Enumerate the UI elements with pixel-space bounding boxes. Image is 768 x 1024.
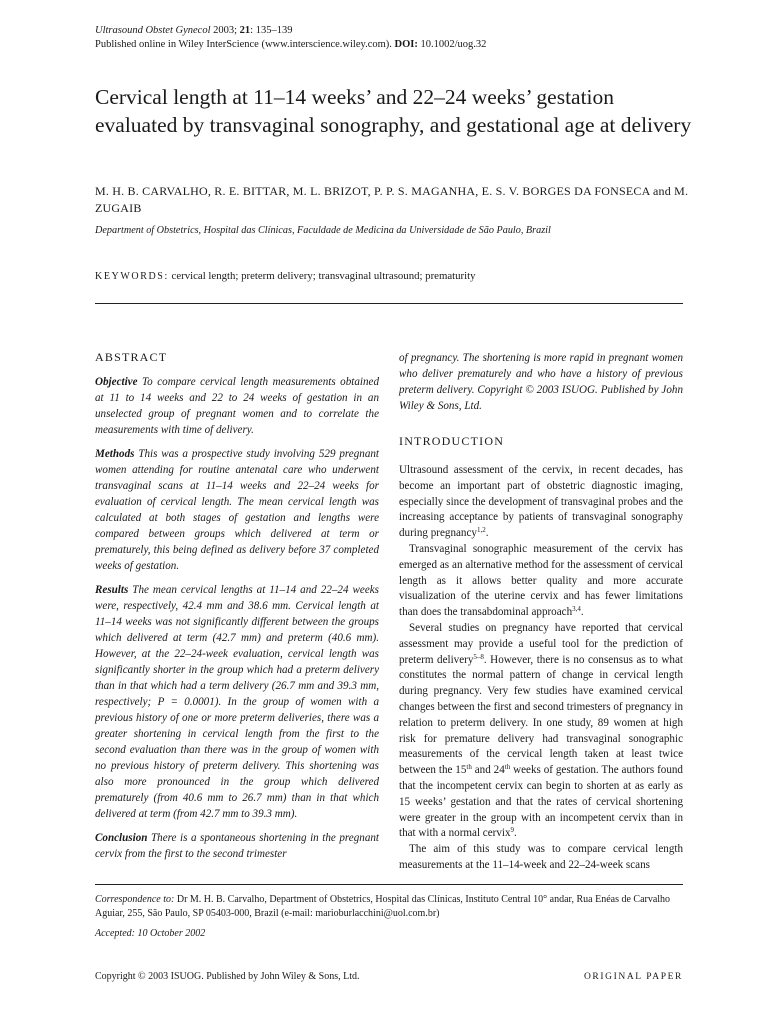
paper-type-label: ORIGINAL PAPER xyxy=(583,972,683,982)
citation-ref: 3,4 xyxy=(572,605,581,614)
intro-paragraph-3 xyxy=(399,621,683,842)
footer-divider xyxy=(95,884,683,885)
abstract-conclusion xyxy=(95,830,379,862)
citation-line xyxy=(95,24,486,38)
introduction-heading: INTRODUCTION xyxy=(399,434,505,448)
intro-p3-text-a: Several studies on pregnancy have reported that cervical assessment may provide a useful tool for the prediction of preterm delivery xyxy=(399,621,683,666)
correspondence xyxy=(95,893,683,921)
intro-p1-end: . xyxy=(485,527,489,540)
citation-ref: 1,2 xyxy=(476,526,486,535)
abstract-objective xyxy=(95,374,379,438)
citation-pages: : 135–139 xyxy=(250,25,293,36)
journal-name: Ultrasound Obstet Gynecol xyxy=(95,25,211,36)
results-text: The mean cervical lengths at 11–14 and 22–24 weeks were, respectively, 42.4 mm and 38.6 mm. Cervical length at 11–14 weeks was not significantly different between the groups which delivered at term (42.7 mm) and preterm (40.6 mm). However, at the 22–24-week evaluation, cervical length was significantly shorter in the group which had a preterm delivery than in that which had a term delivery (26.7 mm and 39.3 mm, respectively; P = 0.0001). In the group of women with a previous history of one or more preterm deliveries, there was a greater shortening in cervical length from the first to the second evaluation than there was in the group of women with no previous history of preterm delivery. This shortening was also more pronounced in the group which delivered prematurely (from 40.6 mm to 26.7 mm) than in that which delivered at term (from 42.7 mm to 39.3 mm). xyxy=(95,584,379,820)
intro-p3-end: . xyxy=(514,827,517,840)
intro-p3-text-c: and 24 xyxy=(471,764,505,777)
abstract-methods xyxy=(95,446,379,574)
doi-label: DOI: xyxy=(394,39,418,50)
ordinal-suffix: th xyxy=(504,763,511,772)
published-online-text: Published online in Wiley InterScience (www.interscience.wiley.com). xyxy=(95,39,392,50)
citation-year: 2003; xyxy=(213,25,238,36)
intro-paragraph-4: The aim of this study was to compare cervical length measurements at the 11–14-week and 22–24-week scans xyxy=(399,843,683,871)
objective-label: Objective xyxy=(95,376,138,388)
intro-p3-text-b: . However, there is no consensus as to what constitutes the normal pattern of change in cervical length during pregnancy. Very few studies have examined cervical changes between the first and second trimesters of pregnancy in relation to preterm delivery. In one study, 89 women at high risk for premature delivery had transvaginal sonographic measurements of the cervical length taken at least twice between the 15 xyxy=(399,653,683,777)
keywords-text: cervical length; preterm delivery; transvaginal ultrasound; prematurity xyxy=(171,270,476,282)
methods-text: This was a prospective study involving 529 pregnant women attending for routine antenatal care who underwent transvaginal scans at 11–14 weeks and 22–24 weeks for evaluation of cervical length. The mean cervical length was calculated at both stages of gestation and lengths were compared between groups which delivered at term or prematurely, this being defined as delivery before 37 completed weeks of gestation. xyxy=(95,448,379,572)
correspondence-text: Dr M. H. B. Carvalho, Department of Obstetrics, Hospital das Clínicas, Instituto Central 10° andar, Rua Enéas de Carvalho Aguiar, 255, São Paulo, SP 05403-000, Brazil (e-mail: marioburlacchini@uol.com.br) xyxy=(95,894,671,919)
copyright-notice: Copyright © 2003 ISUOG. Published by John Wiley & Sons, Ltd. xyxy=(95,971,360,982)
keywords-label: KEYWORDS: xyxy=(95,271,169,282)
intro-p3-text-d: weeks of gestation. The authors found that the incompetent cervix can begin to shorten at as early as 15 weeks’ gestation and that the rates of cervical shortening were greater in the group with an incompetent cervix than in that with a normal cervix xyxy=(399,764,683,840)
conclusion-text-start: There is a spontaneous shortening in the pregnant cervix from the first to the second trimester xyxy=(95,832,379,860)
citation-volume: 21 xyxy=(239,25,251,36)
citation-ref: 5–8 xyxy=(473,652,484,661)
article-title: Cervical length at 11–14 weeks’ and 22–24 weeks’ gestation evaluated by transvaginal sonography, and gestational age at delivery xyxy=(95,85,692,137)
right-column xyxy=(399,350,683,874)
header-divider xyxy=(95,303,683,304)
doi-link[interactable]: 10.1002/uog.32 xyxy=(420,39,487,50)
correspondence-label: Correspondence to: xyxy=(95,894,175,905)
abstract-heading: ABSTRACT xyxy=(95,350,168,364)
ordinal-suffix: th xyxy=(466,763,472,772)
left-column xyxy=(95,350,379,870)
journal-header xyxy=(95,24,486,52)
intro-paragraph-1 xyxy=(399,463,683,542)
intro-p2-text: Transvaginal sonographic measurement of the cervix has emerged as an alternative method for the assessment of cervical length as it allows better quality and more accurate visualization of the uterine cervix and has fewer limitations than does the transabdominal approach xyxy=(399,542,683,619)
author-list: M. H. B. CARVALHO, R. E. BITTAR, M. L. BRIZOT, P. P. S. MAGANHA, E. S. V. BORGES DA FONSECA and M. ZUGAIB xyxy=(95,184,689,215)
results-label: Results xyxy=(95,584,129,596)
citation-ref: 9 xyxy=(510,826,515,835)
methods-label: Methods xyxy=(95,448,135,460)
accepted-date: Accepted: 10 October 2002 xyxy=(95,928,206,939)
published-online-line xyxy=(95,38,486,52)
intro-p2-end: . xyxy=(580,606,584,619)
affiliation: Department of Obstetrics, Hospital das Clínicas, Faculdade de Medicina da Universidade de São Paulo, Brazil xyxy=(95,225,551,236)
intro-paragraph-2 xyxy=(399,542,683,621)
intro-p1-text: Ultrasound assessment of the cervix, in recent decades, has become an important part of obstetric diagnostic imaging, especially since the development of transvaginal probes and the increasing acceptance by patients of transvaginal sonography during pregnancy xyxy=(399,464,683,540)
conclusion-text-continued: of pregnancy. The shortening is more rapid in pregnant women who deliver prematurely and who have a history of previous preterm delivery. Copyright © 2003 ISUOG. Published by John Wiley & Sons, Ltd. xyxy=(399,352,683,412)
keywords-line xyxy=(95,269,695,284)
conclusion-label: Conclusion xyxy=(95,832,148,844)
abstract-results xyxy=(95,582,379,822)
objective-text: To compare cervical length measurements obtained at 11 to 14 weeks and 22 to 24 weeks of gestation in an unselected group of pregnant women and to correlate the measurements with time of delivery. xyxy=(95,376,379,436)
